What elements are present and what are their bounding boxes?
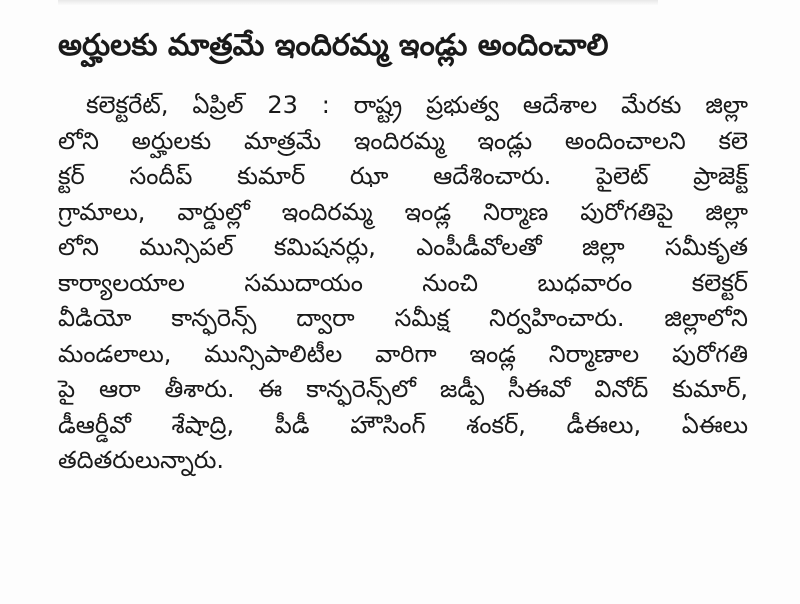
- top-edge-divider: [58, 0, 658, 6]
- article-body: [58, 88, 764, 479]
- article-line: డీఆర్డీవో శేషాద్రి, పీడీ హౌసింగ్ శంకర్, డీఈలు, ఏఈలు: [58, 410, 748, 439]
- article-line: కార్యాలయాల సముదాయం నుంచి బుధవారం కలెక్టర్: [58, 268, 748, 297]
- article-line: మండలాలు, మున్సిపాలిటీల వారిగా ఇండ్ల నిర్మాణాల పురోగతి: [58, 339, 748, 368]
- article-line: కలెక్టరేట్, ఏప్రిల్ 23 : రాష్ట్ర ప్రభుత్వ ఆదేశాల మేరకు జిల్లా: [86, 91, 748, 119]
- article-line: పై ఆరా తీశారు. ఈ కాన్ఫరెన్స్‌లో జడ్పీ సీఈవో వినోద్ కుమార్,: [58, 375, 748, 403]
- article-line: లోని మున్సిపల్ కమిషనర్లు, ఎంపీడీవోలతో జిల్లా సమీకృత: [58, 233, 748, 261]
- article-line: గ్రామాలు, వార్డుల్లో ఇందిరమ్మ ఇండ్ల నిర్మాణ పురోగతిపై జిల్లా: [58, 197, 748, 226]
- article-line: వీడియో కాన్ఫరెన్స్ ద్వారా సమీక్ష నిర్వహించారు. జిల్లాలోని: [58, 304, 748, 332]
- article-line: లోని అర్హులకు మాత్రమే ఇందిరమ్మ ఇండ్లు అందించాలని కలె: [58, 126, 748, 155]
- article-line: క్టర్ సందీప్ కుమార్ ఝా ఆదేశించారు. పైలెట్ ప్రాజెక్ట్: [58, 162, 748, 190]
- article-line: తదితరులున్నారు.: [58, 446, 225, 474]
- article-headline: అర్హులకు మాత్రమే ఇందిరమ్మ ఇండ్లు అందించాలి: [58, 28, 609, 63]
